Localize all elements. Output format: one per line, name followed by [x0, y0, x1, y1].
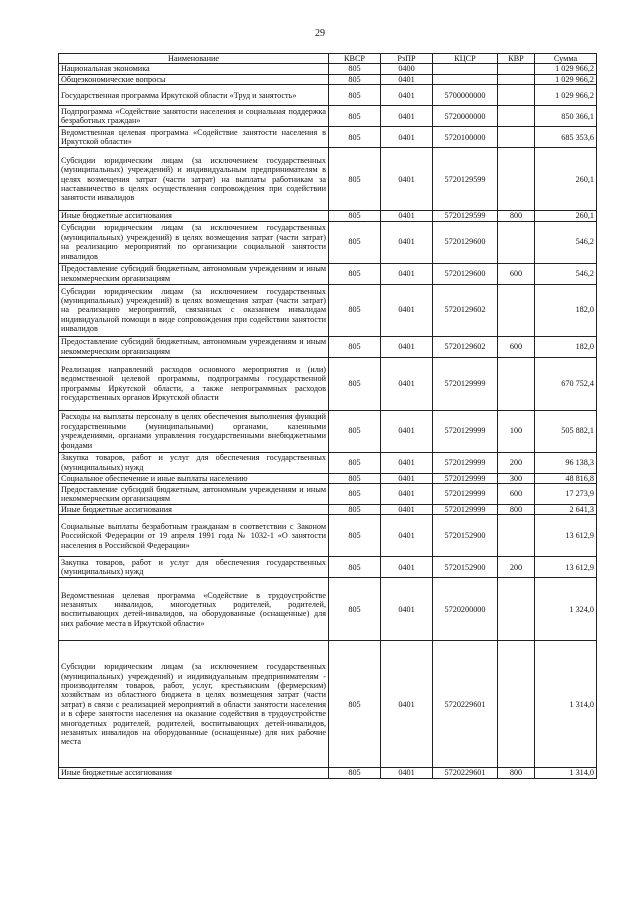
cell-kvsr: 805	[329, 484, 381, 505]
table-row	[59, 85, 597, 106]
cell-rzpr: 0401	[381, 505, 433, 515]
cell-kvr: 800	[498, 768, 535, 778]
cell-kvr	[498, 127, 535, 148]
cell-kvr: 600	[498, 484, 535, 505]
table-row	[59, 336, 597, 357]
table-row	[59, 484, 597, 505]
cell-kvr	[498, 641, 535, 768]
cell-sum: 48 816,8	[535, 473, 597, 483]
cell-kcsr: 5720129999	[433, 484, 498, 505]
cell-kcsr: 5720100000	[433, 127, 498, 148]
cell-kcsr: 5720152900	[433, 557, 498, 578]
column-header-sum: Сумма	[535, 54, 597, 64]
cell-name: Национальная экономика	[59, 64, 329, 74]
table-row	[59, 578, 597, 641]
cell-kvr	[498, 64, 535, 74]
table-row	[59, 357, 597, 410]
cell-kcsr: 5720129999	[433, 473, 498, 483]
cell-sum: 1 324,0	[535, 578, 597, 641]
cell-kcsr	[433, 64, 498, 74]
cell-kvr	[498, 357, 535, 410]
cell-rzpr: 0401	[381, 357, 433, 410]
table-row	[59, 263, 597, 284]
cell-name: Реализация направлений расходов основного мероприятия и (или) ведомственной целевой программы, подпрограммы государственной программы Иркутской области, а также непрограммных расходов государственных органов Иркутской области	[59, 357, 329, 410]
cell-name: Иные бюджетные ассигнования	[59, 768, 329, 778]
table-row	[59, 106, 597, 127]
cell-kcsr: 5720129602	[433, 284, 498, 336]
cell-kcsr: 5720129999	[433, 505, 498, 515]
cell-kvr	[498, 106, 535, 127]
cell-kvr	[498, 578, 535, 641]
table-row	[59, 127, 597, 148]
cell-sum: 96 138,3	[535, 452, 597, 473]
cell-sum: 1 314,0	[535, 641, 597, 768]
cell-rzpr: 0401	[381, 284, 433, 336]
cell-kcsr: 5720200000	[433, 578, 498, 641]
cell-kcsr: 5720129600	[433, 263, 498, 284]
cell-kvsr: 805	[329, 127, 381, 148]
cell-kvsr: 805	[329, 74, 381, 84]
cell-kcsr: 5700000000	[433, 85, 498, 106]
table-row	[59, 284, 597, 336]
cell-sum: 505 882,1	[535, 410, 597, 452]
cell-kvsr: 805	[329, 452, 381, 473]
cell-rzpr: 0401	[381, 221, 433, 263]
cell-name: Закупка товаров, работ и услуг для обеспечения государственных (муниципальных) нужд	[59, 452, 329, 473]
column-header-rzpr: РзПР	[381, 54, 433, 64]
budget-table	[58, 53, 597, 779]
cell-sum: 685 353,6	[535, 127, 597, 148]
cell-rzpr: 0401	[381, 106, 433, 127]
cell-name: Субсидии юридическим лицам (за исключением государственных (муниципальных) учреждений) и индивидуальным предпринимателям в целях возмещения затрат (части затрат) на выплаты работникам за наставничество в целях осуществления сопровождения при содействии занятости инвалидов	[59, 148, 329, 211]
cell-rzpr: 0401	[381, 768, 433, 778]
cell-sum: 260,1	[535, 211, 597, 221]
table-row	[59, 74, 597, 84]
cell-kvr: 300	[498, 473, 535, 483]
cell-rzpr: 0401	[381, 515, 433, 557]
cell-sum: 1 029 966,2	[535, 74, 597, 84]
cell-kcsr: 5720129999	[433, 357, 498, 410]
cell-rzpr: 0401	[381, 484, 433, 505]
cell-rzpr: 0401	[381, 578, 433, 641]
table-row	[59, 515, 597, 557]
cell-name: Расходы на выплаты персоналу в целях обеспечения выполнения функций государственными (муниципальными) органами, казенными учреждениями, органами управления государственными внебюджетными фондами	[59, 410, 329, 452]
cell-kvsr: 805	[329, 557, 381, 578]
cell-kcsr	[433, 74, 498, 84]
column-header-name: Наименование	[59, 54, 329, 64]
column-header-kcsr: КЦСР	[433, 54, 498, 64]
cell-kcsr: 5720129602	[433, 336, 498, 357]
cell-kvsr: 805	[329, 641, 381, 768]
cell-kvr: 600	[498, 336, 535, 357]
cell-sum: 546,2	[535, 221, 597, 263]
cell-kvr	[498, 221, 535, 263]
cell-kcsr: 5720129600	[433, 221, 498, 263]
cell-kvr: 800	[498, 211, 535, 221]
table-row	[59, 211, 597, 221]
cell-kcsr: 5720129999	[433, 410, 498, 452]
cell-kcsr: 5720000000	[433, 106, 498, 127]
cell-sum: 1 029 966,2	[535, 64, 597, 74]
table-row	[59, 148, 597, 211]
cell-kvsr: 805	[329, 85, 381, 106]
table-row	[59, 557, 597, 578]
cell-name: Социальные выплаты безработным гражданам в соответствии с Законом Российской Федерации от 19 апреля 1991 года № 1032-1 «О занятости населения в Российской Федерации»	[59, 515, 329, 557]
cell-kvsr: 805	[329, 357, 381, 410]
table-row	[59, 641, 597, 768]
cell-name: Государственная программа Иркутской области «Труд и занятость»	[59, 85, 329, 106]
cell-sum: 182,0	[535, 336, 597, 357]
cell-name: Предоставление субсидий бюджетным, автономным учреждениям и иным некоммерческим организациям	[59, 263, 329, 284]
cell-sum: 1 029 966,2	[535, 85, 597, 106]
column-header-kvsr: КВСР	[329, 54, 381, 64]
cell-kcsr: 5720129599	[433, 211, 498, 221]
cell-name: Социальное обеспечение и иные выплаты населению	[59, 473, 329, 483]
cell-kcsr: 5720152900	[433, 515, 498, 557]
cell-kvr	[498, 85, 535, 106]
cell-kvsr: 805	[329, 106, 381, 127]
cell-sum: 260,1	[535, 148, 597, 211]
table-row	[59, 221, 597, 263]
cell-kvr	[498, 148, 535, 211]
cell-name: Иные бюджетные ассигнования	[59, 505, 329, 515]
cell-kvr	[498, 74, 535, 84]
column-header-kvr: КВР	[498, 54, 535, 64]
cell-name: Иные бюджетные ассигнования	[59, 211, 329, 221]
cell-kcsr: 5720229601	[433, 768, 498, 778]
cell-sum: 670 752,4	[535, 357, 597, 410]
cell-kvr: 800	[498, 505, 535, 515]
cell-kvr	[498, 515, 535, 557]
cell-rzpr: 0401	[381, 211, 433, 221]
page-number: 29	[315, 28, 325, 39]
cell-kvsr: 805	[329, 148, 381, 211]
cell-sum: 13 612,9	[535, 557, 597, 578]
cell-rzpr: 0401	[381, 148, 433, 211]
cell-kcsr: 5720129999	[433, 452, 498, 473]
cell-name: Предоставление субсидий бюджетным, автономным учреждениям и иным некоммерческим организациям	[59, 336, 329, 357]
cell-sum: 850 366,1	[535, 106, 597, 127]
cell-name: Ведомственная целевая программа «Содействие занятости населения в Иркутской области»	[59, 127, 329, 148]
table-row	[59, 64, 597, 74]
cell-rzpr: 0401	[381, 557, 433, 578]
table-header-row	[59, 54, 597, 64]
table-row	[59, 768, 597, 778]
cell-rzpr: 0401	[381, 452, 433, 473]
cell-rzpr: 0401	[381, 473, 433, 483]
cell-kvr: 100	[498, 410, 535, 452]
cell-kvsr: 805	[329, 768, 381, 778]
cell-name: Общеэкономические вопросы	[59, 74, 329, 84]
cell-name: Подпрограмма «Содействие занятости населения и социальная поддержка безработных граждан»	[59, 106, 329, 127]
cell-sum: 1 314,0	[535, 768, 597, 778]
cell-name: Субсидии юридическим лицам (за исключением государственных (муниципальных) учреждений) и индивидуальным предпринимателям - производителям товаров, работ, услуг, крестьянским (фермерским) хозяйствам из областного бюджета в целях возмещения затрат (части затрат) в связи с реализацией мероприятий в области занятости населения и в сфере занятости населения на оказание содействия в трудоустройстве многодетных родителей, родителей, воспитывающих детей-инвалидов, незанятых инвалидов на оборудованные (оснащенные) для них рабочие места	[59, 641, 329, 768]
cell-kvsr: 805	[329, 410, 381, 452]
cell-kvsr: 805	[329, 473, 381, 483]
cell-kvsr: 805	[329, 515, 381, 557]
cell-rzpr: 0401	[381, 74, 433, 84]
cell-kvsr: 805	[329, 505, 381, 515]
cell-kvsr: 805	[329, 284, 381, 336]
cell-kvr: 200	[498, 557, 535, 578]
table-row	[59, 505, 597, 515]
cell-kcsr: 5720129599	[433, 148, 498, 211]
cell-rzpr: 0401	[381, 641, 433, 768]
cell-kcsr: 5720229601	[433, 641, 498, 768]
cell-kvr	[498, 284, 535, 336]
cell-kvsr: 805	[329, 221, 381, 263]
cell-sum: 2 641,3	[535, 505, 597, 515]
table-row	[59, 410, 597, 452]
cell-kvr: 200	[498, 452, 535, 473]
cell-kvsr: 805	[329, 336, 381, 357]
cell-name: Субсидии юридическим лицам (за исключением государственных (муниципальных) учреждений) в целях возмещения затрат (части затрат) на реализацию мероприятий, связанных с оказанием инвалидам индивидуальной помощи в виде сопровождения при содействии занятости инвалидов	[59, 284, 329, 336]
cell-kvsr: 805	[329, 64, 381, 74]
cell-name: Субсидии юридическим лицам (за исключением государственных (муниципальных) учреждений) в целях возмещения затрат (части затрат) на реализацию мероприятий по организации социальной занятости инвалидов	[59, 221, 329, 263]
cell-sum: 546,2	[535, 263, 597, 284]
table-row	[59, 452, 597, 473]
cell-rzpr: 0401	[381, 127, 433, 148]
cell-name: Ведомственная целевая программа «Содействие в трудоустройстве незанятых инвалидов, многодетных родителей, родителей, воспитывающих детей-инвалидов, на оборудованные (оснащенные) для них рабочие места в Иркутской области»	[59, 578, 329, 641]
cell-kvsr: 805	[329, 263, 381, 284]
cell-rzpr: 0400	[381, 64, 433, 74]
table-row	[59, 473, 597, 483]
cell-sum: 17 273,9	[535, 484, 597, 505]
cell-name: Закупка товаров, работ и услуг для обеспечения государственных (муниципальных) нужд	[59, 557, 329, 578]
cell-kvsr: 805	[329, 578, 381, 641]
table-body	[59, 64, 597, 778]
cell-rzpr: 0401	[381, 336, 433, 357]
cell-name: Предоставление субсидий бюджетным, автономным учреждениям и иным некоммерческим организациям	[59, 484, 329, 505]
cell-rzpr: 0401	[381, 410, 433, 452]
cell-rzpr: 0401	[381, 263, 433, 284]
cell-sum: 13 612,9	[535, 515, 597, 557]
cell-sum: 182,0	[535, 284, 597, 336]
cell-kvsr: 805	[329, 211, 381, 221]
cell-kvr: 600	[498, 263, 535, 284]
cell-rzpr: 0401	[381, 85, 433, 106]
